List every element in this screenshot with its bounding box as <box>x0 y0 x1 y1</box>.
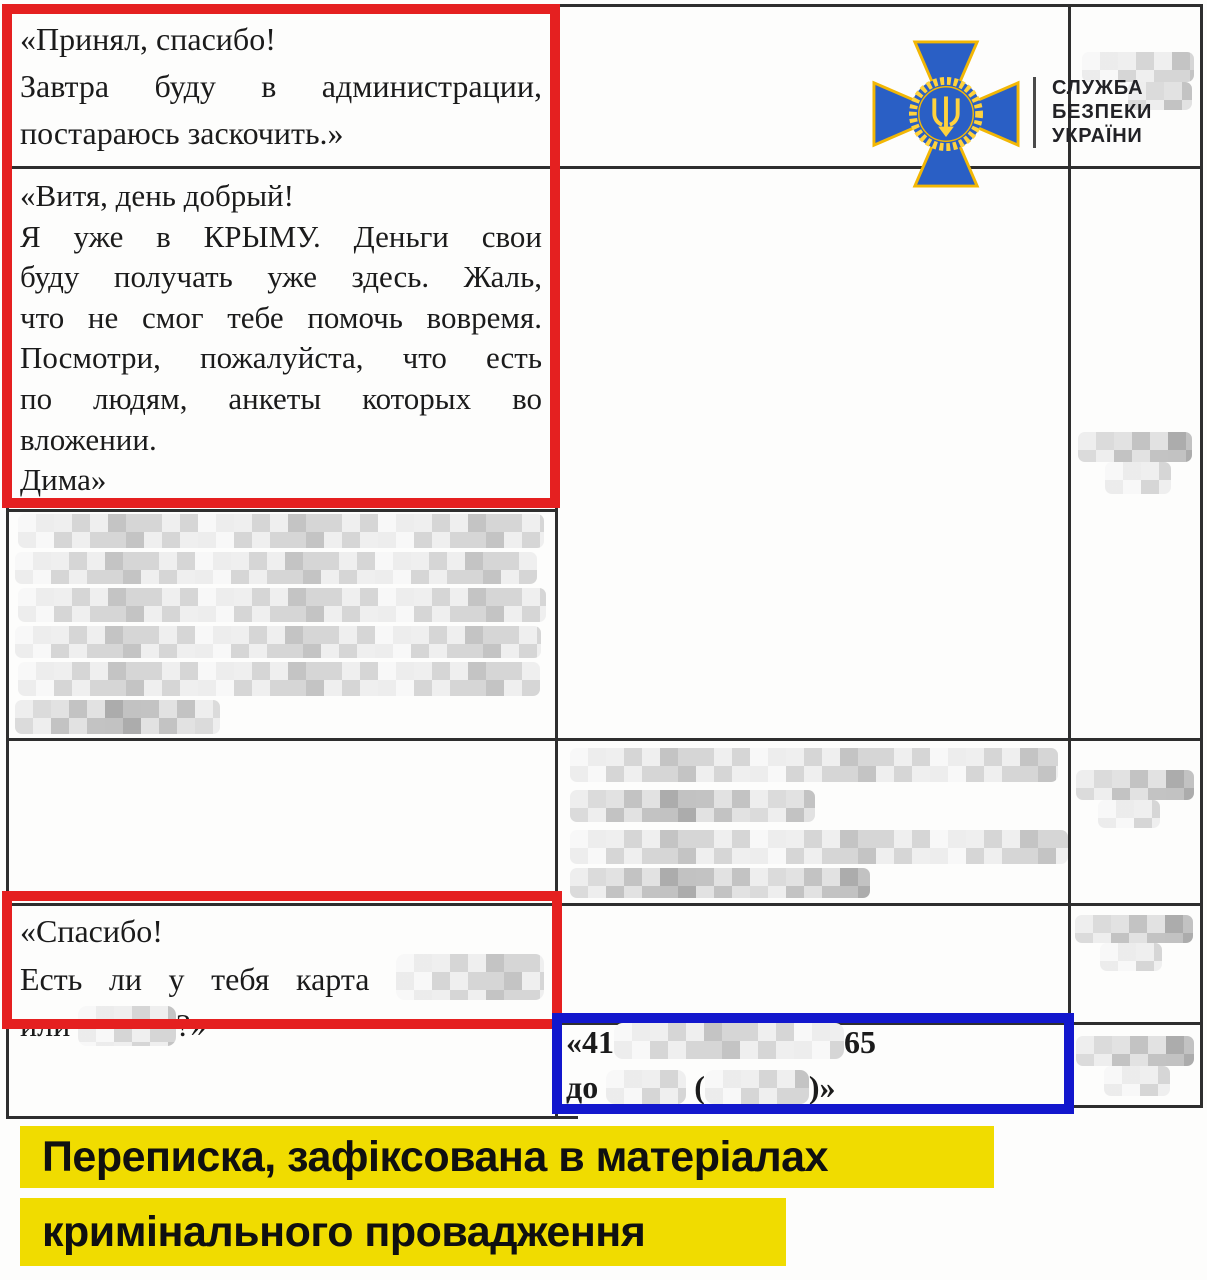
table-line-bottom-left <box>6 1116 578 1119</box>
redacted-text-block <box>1105 462 1171 494</box>
sbu-emblem-icon <box>872 40 1020 188</box>
annotation-red-box-card <box>2 891 562 1029</box>
message-line: «Принял, спасибо! <box>20 21 276 57</box>
annotation-red-box-top <box>2 4 560 508</box>
message-line: вложении. <box>20 421 157 457</box>
sbu-org-name-line: СЛУЖБА <box>1052 77 1144 99</box>
redacted-text-block <box>570 790 815 822</box>
redacted-text-block <box>1104 1066 1170 1096</box>
message-text: «41 <box>566 1024 614 1060</box>
redacted-text-block <box>1100 943 1162 971</box>
redacted-text-block <box>1076 770 1194 800</box>
table-line-row3 <box>6 738 1203 741</box>
redacted-text-block <box>15 552 537 584</box>
message-text: 65 <box>844 1024 876 1060</box>
redacted-text-block <box>18 662 540 696</box>
message-text: Есть ли у тебя карта <box>20 961 370 997</box>
sbu-org-name-line: БЕЗПЕКИ <box>1052 101 1153 123</box>
message-line: Дима» <box>20 462 107 498</box>
message-line: Завтра буду в администрации, <box>20 68 542 104</box>
message-line: по людям, анкеты которых во <box>20 380 542 416</box>
redacted-text-block <box>1076 1036 1194 1066</box>
message-line: постараюсь заскочить.» <box>20 115 344 151</box>
redacted-text-block <box>18 514 544 548</box>
message-line: буду получать уже здесь. Жаль, <box>20 259 542 295</box>
caption-text: кримінального провадження <box>42 1207 646 1256</box>
annotation-blue-box-number <box>552 1013 1074 1114</box>
redacted-text-block <box>1075 915 1193 943</box>
redacted-text-block <box>15 700 220 734</box>
logo-separator <box>1033 77 1036 148</box>
message-line: «Спасибо! <box>20 913 163 949</box>
caption-text: Переписка, зафіксована в матеріалах <box>42 1132 828 1181</box>
sbu-org-name-line: УКРАЇНИ <box>1052 125 1143 147</box>
message-text: )» <box>808 1069 836 1105</box>
message-text: ( <box>694 1069 705 1105</box>
redacted-text-block <box>570 868 870 898</box>
table-line-row2 <box>6 509 558 512</box>
message-line: Я уже в КРЫМУ. Деньги свои <box>20 218 542 254</box>
message-text: или <box>20 1007 71 1043</box>
message-line: Посмотри, пожалуйста, что есть <box>20 340 542 376</box>
redacted-text-block <box>570 830 1068 864</box>
table-line-col3 <box>1068 4 1071 1108</box>
redacted-text-block <box>1098 800 1160 828</box>
redacted-text-block <box>18 588 546 622</box>
redacted-text-block <box>570 748 1058 782</box>
table-line-right <box>1200 4 1203 1108</box>
caption-line-1 <box>20 1126 994 1188</box>
caption-line-2 <box>20 1198 786 1266</box>
message-line: что не смог тебе помочь вовремя. <box>20 299 542 335</box>
message-line: «Витя, день добрый! <box>20 178 294 213</box>
message-text: ?» <box>176 1007 207 1043</box>
message-text: до <box>566 1069 599 1105</box>
sbu-org-name <box>1052 76 1152 148</box>
redacted-text-block <box>1078 432 1192 462</box>
redacted-text-block <box>15 626 541 658</box>
